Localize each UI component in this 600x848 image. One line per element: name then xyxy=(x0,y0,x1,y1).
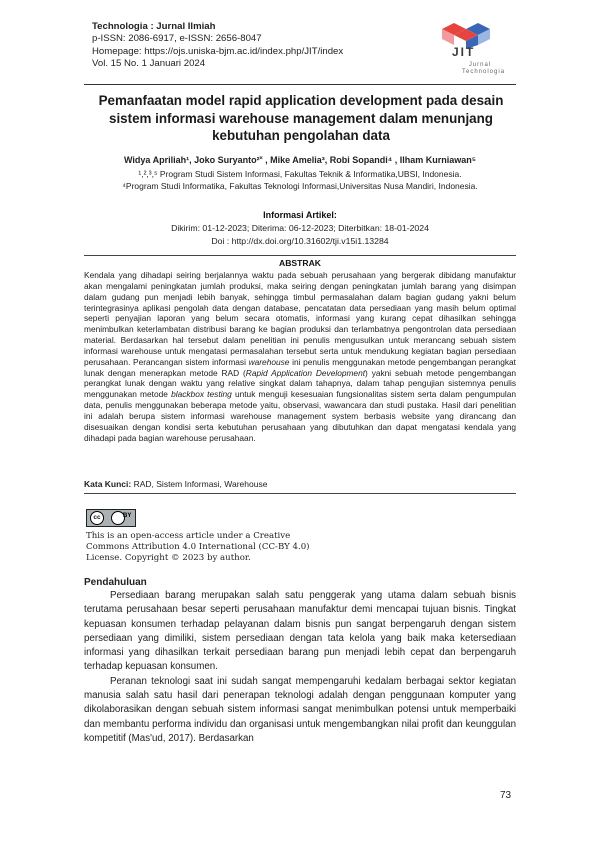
affiliation-2: ⁴Program Studi Informatika, Fakultas Teknologi Informasi,Universitas Nusa Mandiri, Indonesia. xyxy=(122,180,478,191)
body-text xyxy=(84,589,516,746)
license-line-2: Commons Attribution 4.0 International (CC-BY 4.0) xyxy=(86,542,310,552)
cc-icon: cc xyxy=(90,511,104,525)
cc-by-badge-icon[interactable] xyxy=(86,509,136,527)
logo-sub-line-2: Technologia xyxy=(462,69,506,75)
abstract-part-1: Kendala yang dihadapi seiring berjalannya waktu pada sebuah perusahaan yang bergerak dibidang manufaktur akan mengalami peningkatan jumlah produksi, maka seiring dengan peningkatan jumlah barang yang disimpan dalam gudang pun menjadi lebih banyak, sehingga timbul permasalahan dalam bagian gudang yakni belum terintegrasinya aplikasi pengolah data dengan database, pencatatan data persediaan yang masih belum optimal seperti penyajian laporan yang belum secara otomatis, informasi yang kurang cepat dihasilkan sehingga menimbulkan keterlambatan distribusi barang ke bagian produksi dan terlambatnya pengontrolan data persediaan material. Berdasarkan hal tersebut dalam penelitian ini penulis mengusulkan untuk merancang sebuah sistem informasi warehouse untuk mengatasi permasalahan tersebut serta untuk mendukung kegiatan bagian persediaan perusahaan. Perancangan sistem informasi xyxy=(84,270,516,367)
license-line-3: License. Copyright © 2023 by author. xyxy=(86,553,251,563)
license-line-1: This is an open-access article under a Creative xyxy=(86,531,291,541)
abstract-top-rule xyxy=(84,255,516,256)
by-label: BY xyxy=(123,513,132,519)
abstract-em-3: blackbox testing xyxy=(171,389,232,400)
author-affiliations xyxy=(84,169,516,192)
journal-homepage[interactable]: Homepage: https://ojs.uniska-bjm.ac.id/index.php/JIT/index xyxy=(92,45,344,57)
abstract-em-1: warehouse xyxy=(248,356,290,367)
keywords-label: Kata Kunci: xyxy=(84,479,132,489)
abstract-part-4: untuk menguji kesesuaian fungsionalitas sistem serta dalam pengumpulan data, penulis menggunakan beberapa metode yaitu, observasi, wawancara dan studi pustaka. Hasil dari penelitian ini adalah berupa sistem informasi warehouse management system berbasis website yang dirancang dan disesuaikan dengan kondisi serta kebutuhan perusahaan yang dibutuhkan dan dapat mengatasi kendala yang dihadapi pada bagian warehouse perusahaan. xyxy=(84,389,516,443)
abstract-heading: ABSTRAK xyxy=(278,258,321,268)
page-number: 73 xyxy=(500,790,512,801)
article-doi[interactable]: Doi : http://dx.doi.org/10.31602/tji.v15i1.13284 xyxy=(211,236,389,246)
abstract-part-3: ) yakni sebuah metode pengembangan perangkat lunak dengan waktu yang relative singkat dalam tahapnya, dalam tahap pengujian sistemnya penulis menggunakan metode xyxy=(84,367,516,400)
abstract-part-2: ini penulis menggunakan metode pengembangan perangkat lunak dengan menerapkan metode RAD ( xyxy=(84,356,516,378)
article-info-heading: Informasi Artikel: xyxy=(263,210,337,220)
license-text xyxy=(86,531,346,564)
abstract-text xyxy=(84,270,516,444)
journal-issn: p-ISSN: 2086-6917, e-ISSN: 2656-8047 xyxy=(92,33,262,45)
body-paragraph-1: Persediaan barang merupakan salah satu penggerak yang utama dalam sebuah bisnis terutama perusahaan besar seperti perusahaan manufaktur demi mencapai tujuan bisnis. Tingkat kepuasan konsumen terhadap pelayanan dalam bisnis pun sangat berpengaruh dengan sistem persediaan yang dimiliki, sistem persediaan dengan tata kelola yang baik maka ketersediaan informasi yang dihasilkan terkait persediaan barang pun menjadi lebih cepat dan berpengaruh terhadap kepuasan konsumen. xyxy=(84,590,516,673)
logo-sub-line-1: Jurnal xyxy=(468,62,492,68)
article-dates: Dikirim: 01-12-2023; Diterima: 06-12-2023; Diterbitkan: 18-01-2024 xyxy=(171,223,429,233)
paper-title: Pemanfaatan model rapid application development pada desain sistem informasi warehouse management dalam menunjang kebutuhan pengolahan data xyxy=(98,93,504,143)
journal-name: Technologia : Jurnal Ilmiah xyxy=(92,21,216,32)
keywords-value: RAD, Sistem Informasi, Warehouse xyxy=(131,479,268,489)
logo-title: JIT xyxy=(452,45,476,59)
journal-volume: Vol. 15 No. 1 Januari 2024 xyxy=(92,58,206,70)
header-divider xyxy=(84,84,516,85)
section-heading: Pendahuluan xyxy=(84,577,147,588)
logo-subtitle xyxy=(462,62,506,76)
body-paragraph-2: Peranan teknologi saat ini sudah sangat mempengaruhi kedalam berbagai sektor kegiatan manusia salah satu hasil dari penerapan teknologi adalah dengan penggunaan komputer yang dikolaborasikan dengan sebuah sistem informasi sangat menimbulkan potensi untuk memperbaiki dan membantu performa individu dan organisasi untuk mengembangkan nilai profit dan keunggulan kompetitif (Mas'ud, 2017). Berdasarkan xyxy=(84,675,516,744)
affiliation-1: ¹,²,³,⁵ Program Studi Sistem Informasi, Fakultas Teknik & Informatika,UBSI, Indonesia. xyxy=(138,169,462,179)
abstract-em-2: Rapid Application Development xyxy=(245,367,366,378)
keywords xyxy=(84,479,516,489)
journal-header xyxy=(92,21,343,71)
paper-authors: Widya Apriliah¹, Joko Suryanto²˟ , Mike Amelia³, Robi Sopandi⁴ , Ilham Kurniawan⁵ xyxy=(124,155,476,165)
abstract-bottom-rule xyxy=(84,493,516,494)
